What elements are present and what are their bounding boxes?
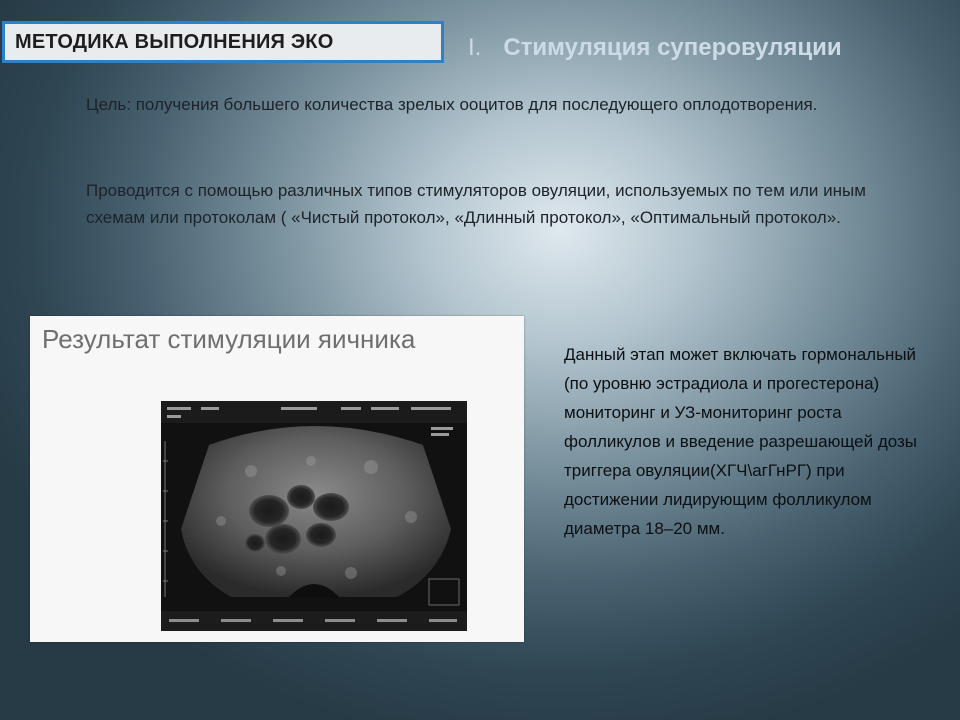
section-heading	[468, 34, 842, 62]
figure-caption: Результат стимуляции яичника	[42, 324, 416, 354]
slide-title-box	[2, 21, 444, 63]
section-number: I.	[468, 34, 482, 61]
depth-scale	[163, 441, 168, 597]
ultrasound-image	[161, 401, 467, 631]
ultrasound-figure	[30, 316, 524, 642]
ultrasound-drawing	[161, 401, 467, 631]
method-paragraph: Проводится с помощью различных типов стимуляторов овуляции, используемых по тем или иным схемам или протоколам ( «Чистый протокол», «Длинный протокол», «Оптимальный протокол».	[86, 181, 866, 227]
goal-paragraph: Цель: получения большего количества зрелых ооцитов для последующего оплодотворения.	[86, 95, 818, 114]
section-title: Стимуляция суперовуляции	[503, 34, 842, 61]
monitoring-paragraph: Данный этап может включать гормональный (по уровню эстрадиола и прогестерона) мониторинг и УЗ-мониторинг роста фолликулов и введение разрешающей дозы триггера овуляции(ХГЧ\агГнРГ) при достижении лидирующим фолликулом диаметра 18–20 мм.	[564, 345, 918, 538]
slide-title: МЕТОДИКА ВЫПОЛНЕНИЯ ЭКО	[15, 30, 334, 53]
